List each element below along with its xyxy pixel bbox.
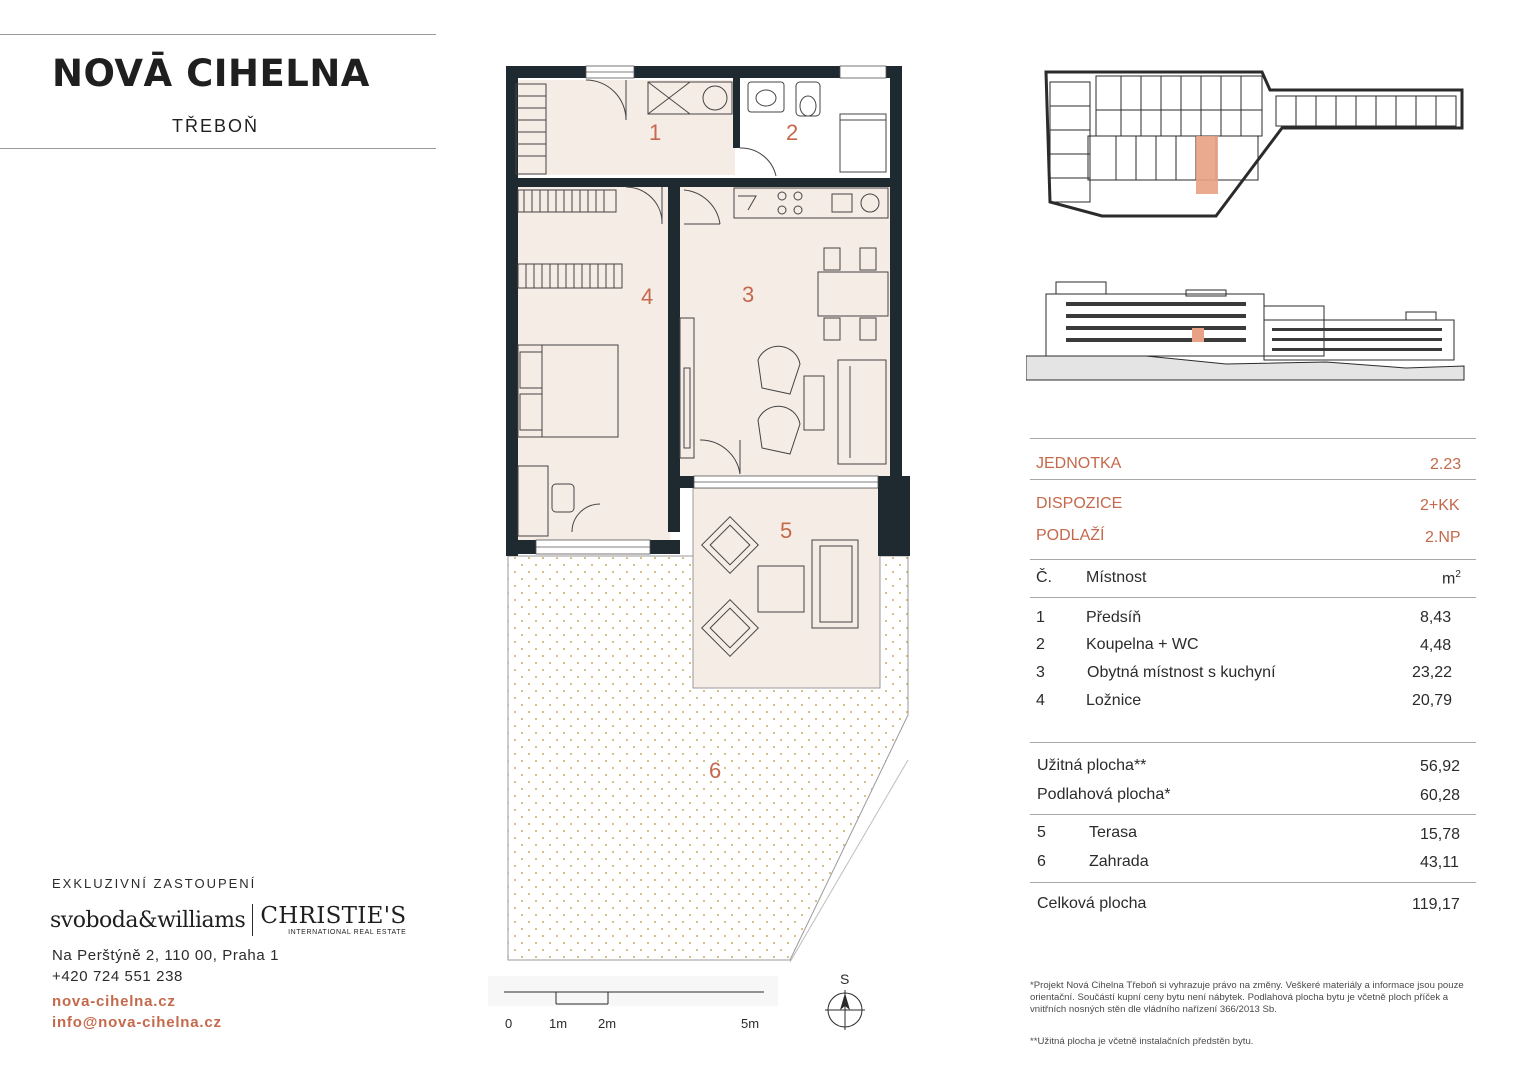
room-label-1: 1 bbox=[649, 120, 662, 145]
outdoor-name: Zahrada bbox=[1089, 853, 1149, 870]
table-rule bbox=[1030, 742, 1476, 743]
agency-phone[interactable]: +420 724 551 238 bbox=[52, 968, 183, 985]
room-label-5: 5 bbox=[780, 518, 793, 543]
room-name: Ložnice bbox=[1086, 692, 1142, 709]
total-area-value: 119,17 bbox=[1412, 896, 1460, 913]
table-rule bbox=[1030, 882, 1476, 883]
room-name: Předsíň bbox=[1086, 609, 1142, 626]
total-area-label: Celková plocha bbox=[1037, 895, 1147, 912]
disclaimer-note: *Projekt Nová Cihelna Třeboň si vyhrazuje právo na změny. Veškeré materiály a informace jsou pouze orientační. Součástí kupní ceny bytu není nábytek. Podlahová plocha bytu je včetně ploch příček a vnitřních nosných stěn dle vládního nařízení 366/2013 Sb. bbox=[1030, 980, 1464, 1015]
agency-logo bbox=[50, 902, 406, 938]
layout-value: 2+KK bbox=[1420, 497, 1460, 514]
scale-bar bbox=[488, 976, 778, 1006]
outdoor-area: 43,11 bbox=[1420, 854, 1459, 871]
agency-logo-left: svoboda&williams bbox=[50, 907, 246, 933]
floor-area-value: 60,28 bbox=[1420, 787, 1461, 804]
bedroom-floor bbox=[515, 186, 670, 540]
scale-label: 2m bbox=[598, 1016, 617, 1031]
table-rule bbox=[1030, 814, 1476, 815]
room-label-3: 3 bbox=[742, 282, 755, 307]
room-label-4: 4 bbox=[641, 284, 654, 309]
room-area: 20,79 bbox=[1412, 692, 1453, 709]
col-header-area: $m^2$ bbox=[1442, 569, 1461, 588]
usable-area-value: 56,92 bbox=[1420, 758, 1461, 775]
floor-area-label: Podlahová plocha* bbox=[1037, 786, 1171, 803]
building-elevation bbox=[1026, 268, 1466, 382]
table-rule bbox=[1030, 597, 1476, 598]
north-arrow-icon bbox=[822, 966, 872, 1032]
room-area: 4,48 bbox=[1420, 637, 1452, 654]
website-link[interactable]: nova-cihelna.cz bbox=[52, 993, 176, 1010]
hall-floor bbox=[515, 80, 735, 175]
unit-value: 2.23 bbox=[1430, 456, 1462, 473]
room-area: 8,43 bbox=[1420, 609, 1452, 626]
room-name: Obytná místnost s kuchyní bbox=[1087, 664, 1276, 681]
room-label-2: 2 bbox=[786, 120, 799, 145]
agency-label: EXKLUZIVNÍ ZASTOUPENÍ bbox=[52, 876, 257, 891]
usable-area-label: Užitná plocha** bbox=[1037, 757, 1147, 774]
agency-address: Na Perštýně 2, 110 00, Praha 1 bbox=[52, 947, 280, 964]
table-rule bbox=[1030, 559, 1476, 560]
table-rule bbox=[1030, 438, 1476, 439]
table-rule bbox=[1030, 479, 1476, 480]
logo-divider bbox=[252, 904, 253, 936]
usable-area-note: **Užitná plocha je včetně instalačních předstěn bytu. bbox=[1030, 1036, 1254, 1047]
room-no: 1 bbox=[1036, 609, 1045, 626]
outdoor-no: 6 bbox=[1037, 853, 1046, 870]
compass-label: S bbox=[840, 971, 850, 987]
unit-elevation-highlight bbox=[1192, 328, 1204, 342]
room-no: 3 bbox=[1036, 664, 1045, 681]
scale-label: 5m bbox=[741, 1016, 760, 1031]
room-name: Koupelna + WC bbox=[1086, 636, 1199, 653]
header-top-rule bbox=[0, 34, 436, 35]
email-link[interactable]: info@nova-cihelna.cz bbox=[52, 1014, 222, 1031]
project-location: TŘEBOŇ bbox=[172, 116, 260, 136]
outdoor-name: Terasa bbox=[1089, 824, 1138, 841]
col-header-no: Č. bbox=[1036, 569, 1052, 586]
room-no: 4 bbox=[1036, 692, 1045, 709]
unit-highlight bbox=[1196, 136, 1218, 194]
scale-label: 1m bbox=[549, 1016, 568, 1031]
outdoor-area: 15,78 bbox=[1420, 826, 1461, 843]
bathroom-floor bbox=[738, 80, 888, 175]
key-plan bbox=[1026, 62, 1476, 232]
project-title: NOVĀ CIHELNA bbox=[52, 52, 370, 95]
room-area: 23,22 bbox=[1412, 664, 1453, 681]
floor-value: 2.NP bbox=[1425, 529, 1461, 546]
col-header-room: Místnost bbox=[1086, 569, 1147, 586]
floor-plan bbox=[470, 55, 920, 965]
room-no: 2 bbox=[1036, 636, 1045, 653]
header-bottom-rule bbox=[0, 148, 436, 149]
outdoor-no: 5 bbox=[1037, 824, 1046, 841]
floor-label: PODLAŽÍ bbox=[1036, 527, 1105, 544]
scale-label: 0 bbox=[505, 1016, 513, 1031]
layout-label: DISPOZICE bbox=[1036, 495, 1123, 512]
living-floor bbox=[680, 186, 890, 476]
agency-logo-right: CHRISTIE'S INTERNATIONAL REAL ESTATE bbox=[260, 902, 407, 936]
room-label-6: 6 bbox=[709, 758, 722, 783]
unit-label: JEDNOTKA bbox=[1036, 455, 1122, 472]
